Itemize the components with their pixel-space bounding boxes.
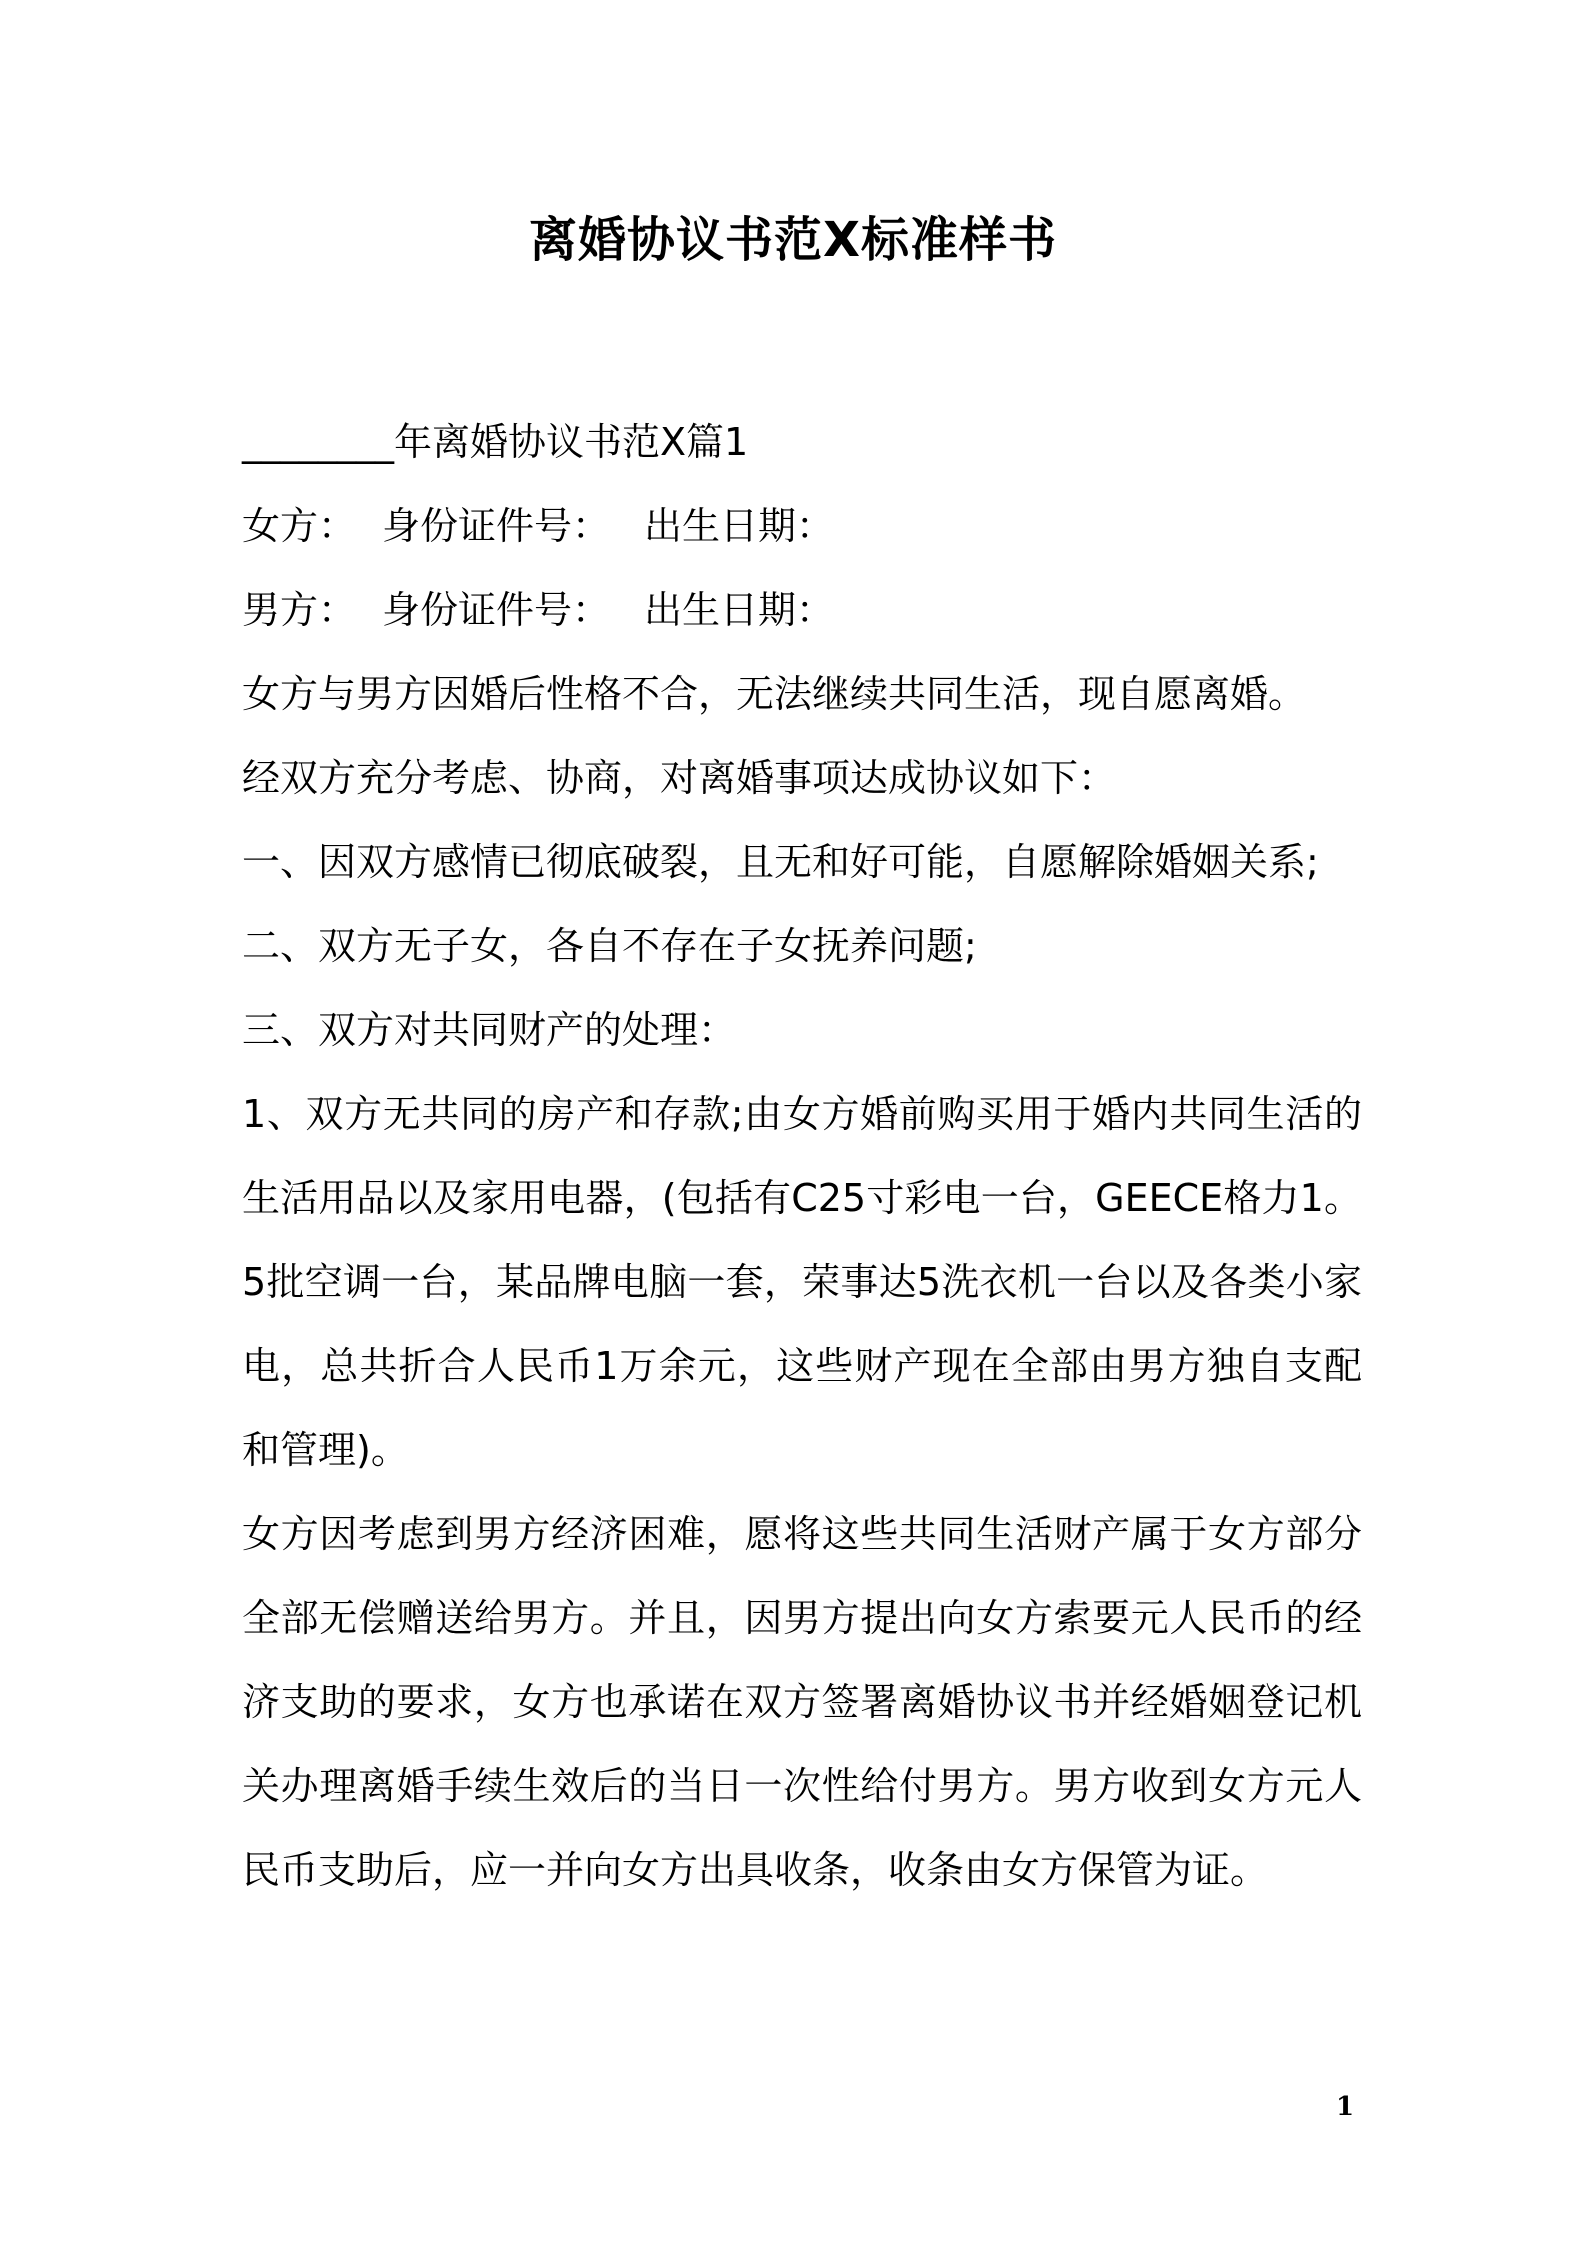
intro-line-1: 女方与男方因婚后性格不合，无法继续共同生活，现自愿离婚。	[242, 672, 1307, 716]
male-party-line	[242, 568, 1362, 652]
agreement-item-1: 一、因双方感情已彻底破裂，且无和好可能，自愿解除婚姻关系;	[242, 840, 1319, 884]
page-number: 1	[1336, 2092, 1355, 2122]
female-id-label: 身份证件号：	[382, 504, 611, 548]
property-paragraph: 1、双方无共同的房产和存款;由女方婚前购买用于婚内共同生活的生活用品以及家用电器，(包括有C25寸彩电一台，GEECE格力1。5批空调一台，某品牌电脑一套，荣事达5洗衣机一台以及各类小家电，总共折合人民币1万余元，这些财产现在全部由男方独自支配和管理)。	[242, 1092, 1362, 1472]
female-party-line	[242, 484, 1362, 568]
document-title: 离婚协议书范X标准样书	[528, 212, 1057, 268]
gift-paragraph: 女方因考虑到男方经济困难，愿将这些共同生活财产属于女方部分全部无偿赠送给男方。并且，因男方提出向女方索要元人民币的经济支助的要求，女方也承诺在双方签署离婚协议书并经婚姻登记机关办理离婚手续生效后的当日一次性给付男方。男方收到女方元人民币支助后，应一并向女方出具收条，收条由女方保管为证。	[242, 1512, 1362, 1892]
subtitle-line: ________年离婚协议书范X篇1	[242, 420, 749, 464]
agreement-item-2: 二、双方无子女，各自不存在子女抚养问题;	[242, 924, 977, 968]
male-id-label: 身份证件号：	[382, 588, 611, 632]
agreement-item-3: 三、双方对共同财产的处理：	[242, 1008, 737, 1052]
intro-line-2: 经双方充分考虑、协商，对离婚事项达成协议如下：	[242, 756, 1117, 800]
document-body	[242, 400, 1362, 1912]
female-party-label: 女方：	[242, 504, 357, 548]
male-party-label: 男方：	[242, 588, 357, 632]
male-birth-label: 出生日期：	[644, 588, 835, 632]
female-birth-label: 出生日期：	[644, 504, 835, 548]
